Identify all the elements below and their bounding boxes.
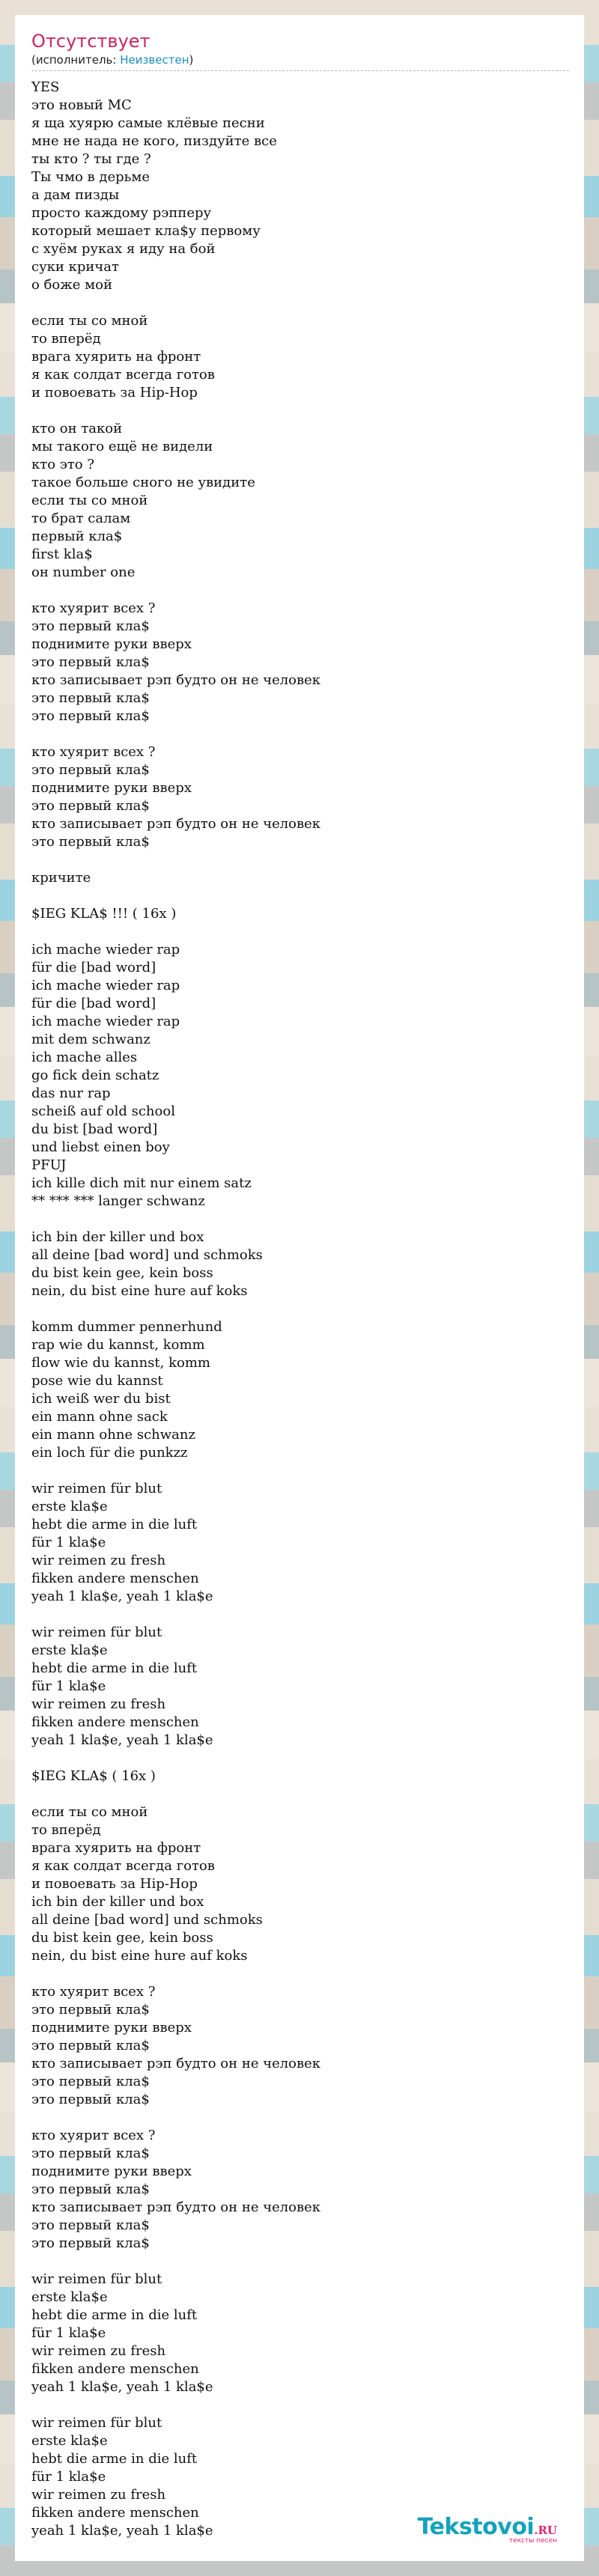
lyric-line: $IEG KLA$ ( 16x ) [31, 1768, 156, 1784]
lyric-line: wir reimen für blut [31, 1481, 162, 1496]
lyric-line: fikken andere menschen [31, 1571, 199, 1586]
lyric-line: с хуём руках я иду на бой [31, 241, 216, 257]
lyric-line: fikken andere menschen [31, 1714, 199, 1730]
lyric-line: я как солдат всегда готов [31, 367, 215, 383]
lyric-blank-line [31, 1785, 569, 1803]
lyric-line: ich mache wieder rap [31, 1014, 180, 1029]
lyric-line: für die [bad word] [31, 960, 156, 975]
lyric-blank-line [31, 1462, 569, 1480]
lyric-blank-line [31, 294, 569, 312]
lyric-line: erste kla$e [31, 1642, 108, 1658]
lyric-line: PFUJ [31, 1157, 67, 1173]
lyric-blank-line [31, 1300, 569, 1318]
lyric-line: и повоевать за Hip-Hop [31, 1876, 198, 1892]
lyric-line: für 1 kla$e [31, 1535, 106, 1550]
lyric-line: а дам пизды [31, 187, 120, 203]
lyric-line: кто записывает рэп будто он не человек [31, 672, 321, 688]
lyric-line: мне не нада не кого, пиздуйте все [31, 133, 277, 149]
lyric-line: mit dem schwanz [31, 1032, 150, 1047]
lyric-line: yeah 1 kla$e, yeah 1 kla$e [31, 2523, 213, 2539]
lyric-line: если ты со мной [31, 313, 148, 329]
lyric-line: это первый кла$ [31, 762, 150, 778]
lyric-line: wir reimen zu fresh [31, 1696, 166, 1712]
lyric-line: то вперёд [31, 1822, 101, 1838]
lyric-line: поднимите руки вверх [31, 636, 192, 652]
lyric-line: кто хуярит всех ? [31, 744, 156, 760]
lyric-line: ich bin der killer und box [31, 1894, 204, 1910]
song-title: Отсутствует [31, 31, 150, 52]
lyric-line: кто записывает рэп будто он не человек [31, 2056, 321, 2071]
lyric-line: это первый кла$ [31, 834, 150, 850]
lyric-line: rap wie du kannst, komm [31, 1337, 205, 1353]
lyrics-card [15, 15, 584, 2561]
lyric-line: это первый кла$ [31, 2092, 150, 2107]
lyric-line: yeah 1 kla$e, yeah 1 kla$e [31, 2379, 213, 2395]
lyric-line: ich bin der killer und box [31, 1229, 204, 1245]
lyric-line: Ты чмо в дерьме [31, 169, 150, 185]
lyrics-text [31, 79, 569, 2540]
lyric-line: pose wie du kannst [31, 1373, 163, 1389]
lyric-line: du bist [bad word] [31, 1121, 158, 1137]
lyric-blank-line [31, 923, 569, 941]
lyric-blank-line [31, 851, 569, 869]
lyric-line: ein mann ohne schwanz [31, 1427, 195, 1443]
lyric-line: nein, du bist eine hure auf koks [31, 1948, 248, 1964]
logo-tagline: тексты песен [508, 2537, 557, 2545]
logo-suffix: .RU [534, 2524, 557, 2537]
lyric-blank-line [31, 402, 569, 420]
lyric-line: кричите [31, 870, 91, 886]
lyric-line: если ты со мной [31, 493, 148, 508]
lyric-line: für die [bad word] [31, 996, 156, 1011]
lyric-line: und liebst einen boy [31, 1139, 170, 1155]
lyric-line: врага хуярить на фронт [31, 1840, 201, 1856]
lyric-blank-line [31, 1211, 569, 1228]
lyric-line: это первый кла$ [31, 708, 150, 724]
lyric-line: поднимите руки вверх [31, 780, 192, 796]
lyric-line: wir reimen zu fresh [31, 1553, 166, 1568]
lyric-line: erste kla$e [31, 2289, 108, 2305]
lyric-line: hebt die arme in die luft [31, 1660, 198, 1676]
lyric-line: YES [31, 79, 60, 95]
lyric-line: это первый кла$ [31, 2217, 150, 2233]
lyric-line: nein, du bist eine hure auf koks [31, 1283, 248, 1299]
lyric-line: суки кричат [31, 259, 119, 275]
lyric-line: fikken andere menschen [31, 2361, 199, 2377]
artist-suffix: ) [189, 53, 194, 67]
lyric-line: fikken andere menschen [31, 2505, 199, 2521]
lyric-line: ein mann ohne sack [31, 1409, 168, 1425]
lyric-line: erste kla$e [31, 2433, 108, 2449]
lyric-line: это первый кла$ [31, 2074, 150, 2089]
lyric-line: wir reimen zu fresh [31, 2343, 166, 2359]
lyric-line: о боже мой [31, 277, 112, 293]
lyric-line: врага хуярить на фронт [31, 349, 201, 365]
lyric-line: hebt die arme in die luft [31, 1517, 198, 1532]
lyric-line: кто он такой [31, 421, 123, 436]
lyric-line: für 1 kla$e [31, 2469, 106, 2485]
logo-name: Tekstovoi [417, 2514, 535, 2540]
artist-prefix: (исполнитель: [31, 53, 121, 67]
lyric-line: das nur rap [31, 1085, 111, 1101]
lyric-line: für 1 kla$e [31, 2325, 106, 2341]
site-logo[interactable] [418, 2514, 557, 2545]
lyric-line: это первый кла$ [31, 798, 150, 814]
lyric-line: первый кла$ [31, 529, 123, 544]
lyric-line: просто каждому рэпперу [31, 205, 212, 221]
lyric-blank-line [31, 1750, 569, 1767]
lyric-line: это первый кла$ [31, 2181, 150, 2197]
lyric-line: кто хуярит всех ? [31, 600, 156, 616]
lyric-blank-line [31, 2109, 569, 2127]
lyric-line: first kla$ [31, 546, 93, 562]
lyric-line: go fick dein schatz [31, 1068, 159, 1083]
lyric-line: кто это ? [31, 457, 95, 472]
lyric-line: für 1 kla$e [31, 1678, 106, 1694]
lyric-line: я ща хуярю самые клёвые песни [31, 115, 265, 131]
lyric-line: такое больше сного не увидите [31, 475, 255, 490]
lyric-line: hebt die arme in die luft [31, 2307, 198, 2323]
lyric-line: кто записывает рэп будто он не человек [31, 2199, 321, 2215]
lyric-line: ich weiß wer du bist [31, 1391, 171, 1407]
lyric-line: поднимите руки вверх [31, 2020, 192, 2035]
lyric-blank-line [31, 725, 569, 743]
lyric-line: wir reimen für blut [31, 2415, 162, 2431]
lyric-blank-line [31, 1606, 569, 1624]
lyric-line: это первый кла$ [31, 690, 150, 706]
lyric-line: ты кто ? ты где ? [31, 151, 151, 167]
lyric-line: all deine [bad word] und schmoks [31, 1912, 263, 1928]
lyric-line: wir reimen für blut [31, 2271, 162, 2287]
lyric-line: кто хуярит всех ? [31, 2128, 156, 2143]
lyric-line: wir reimen zu fresh [31, 2487, 166, 2503]
lyric-line: du bist kein gee, kein boss [31, 1265, 213, 1281]
lyric-line: yeah 1 kla$e, yeah 1 kla$e [31, 1589, 213, 1604]
lyric-line: поднимите руки вверх [31, 2164, 192, 2179]
lyric-line: yeah 1 kla$e, yeah 1 kla$e [31, 1732, 213, 1748]
lyric-blank-line [31, 2253, 569, 2271]
lyric-line: flow wie du kannst, komm [31, 1355, 210, 1371]
lyric-line: ein loch für die punkzz [31, 1445, 188, 1461]
artist-line [31, 52, 569, 71]
lyric-line: all deine [bad word] und schmoks [31, 1247, 263, 1263]
lyric-line: $IEG KLA$ !!! ( 16x ) [31, 906, 177, 922]
lyric-line: ich mache wieder rap [31, 978, 180, 993]
lyric-line: который мешает кла$у первому [31, 223, 261, 239]
lyric-line: du bist kein gee, kein boss [31, 1930, 213, 1946]
lyric-line: он number one [31, 564, 136, 580]
lyric-line: то вперёд [31, 331, 101, 347]
lyric-line: ich mache wieder rap [31, 942, 180, 957]
lyric-line: komm dummer pennerhund [31, 1319, 222, 1335]
lyric-line: кто хуярит всех ? [31, 1984, 156, 2000]
lyric-line: ** *** *** langer schwanz [31, 1193, 205, 1209]
artist-link[interactable]: Неизвестен [120, 53, 189, 67]
lyric-line: это первый кла$ [31, 618, 150, 634]
lyric-line: erste kla$e [31, 1499, 108, 1514]
lyric-blank-line [31, 887, 569, 905]
lyric-line: то брат салам [31, 511, 131, 526]
lyric-line: ich kille dich mit nur einem satz [31, 1175, 252, 1191]
lyric-line: кто записывает рэп будто он не человек [31, 816, 321, 832]
lyric-line: scheiß auf old school [31, 1103, 175, 1119]
lyric-line: это первый кла$ [31, 2038, 150, 2053]
lyric-line: ich mache alles [31, 1050, 138, 1065]
lyric-blank-line [31, 582, 569, 600]
lyric-line: это новый MC [31, 97, 132, 113]
lyric-line: это первый кла$ [31, 2235, 150, 2251]
lyric-line: я как солдат всегда готов [31, 1858, 215, 1874]
lyric-line: это первый кла$ [31, 2002, 150, 2018]
lyric-line: это первый кла$ [31, 2146, 150, 2161]
lyric-line: hebt die arme in die luft [31, 2451, 198, 2467]
lyric-line: и повоевать за Hip-Hop [31, 385, 198, 401]
lyric-line: это первый кла$ [31, 654, 150, 670]
lyric-line: если ты со мной [31, 1804, 148, 1820]
lyric-line: мы такого ещё не видели [31, 439, 213, 454]
lyric-line: wir reimen für blut [31, 1625, 162, 1640]
lyric-blank-line [31, 2396, 569, 2414]
lyric-blank-line [31, 1965, 569, 1983]
